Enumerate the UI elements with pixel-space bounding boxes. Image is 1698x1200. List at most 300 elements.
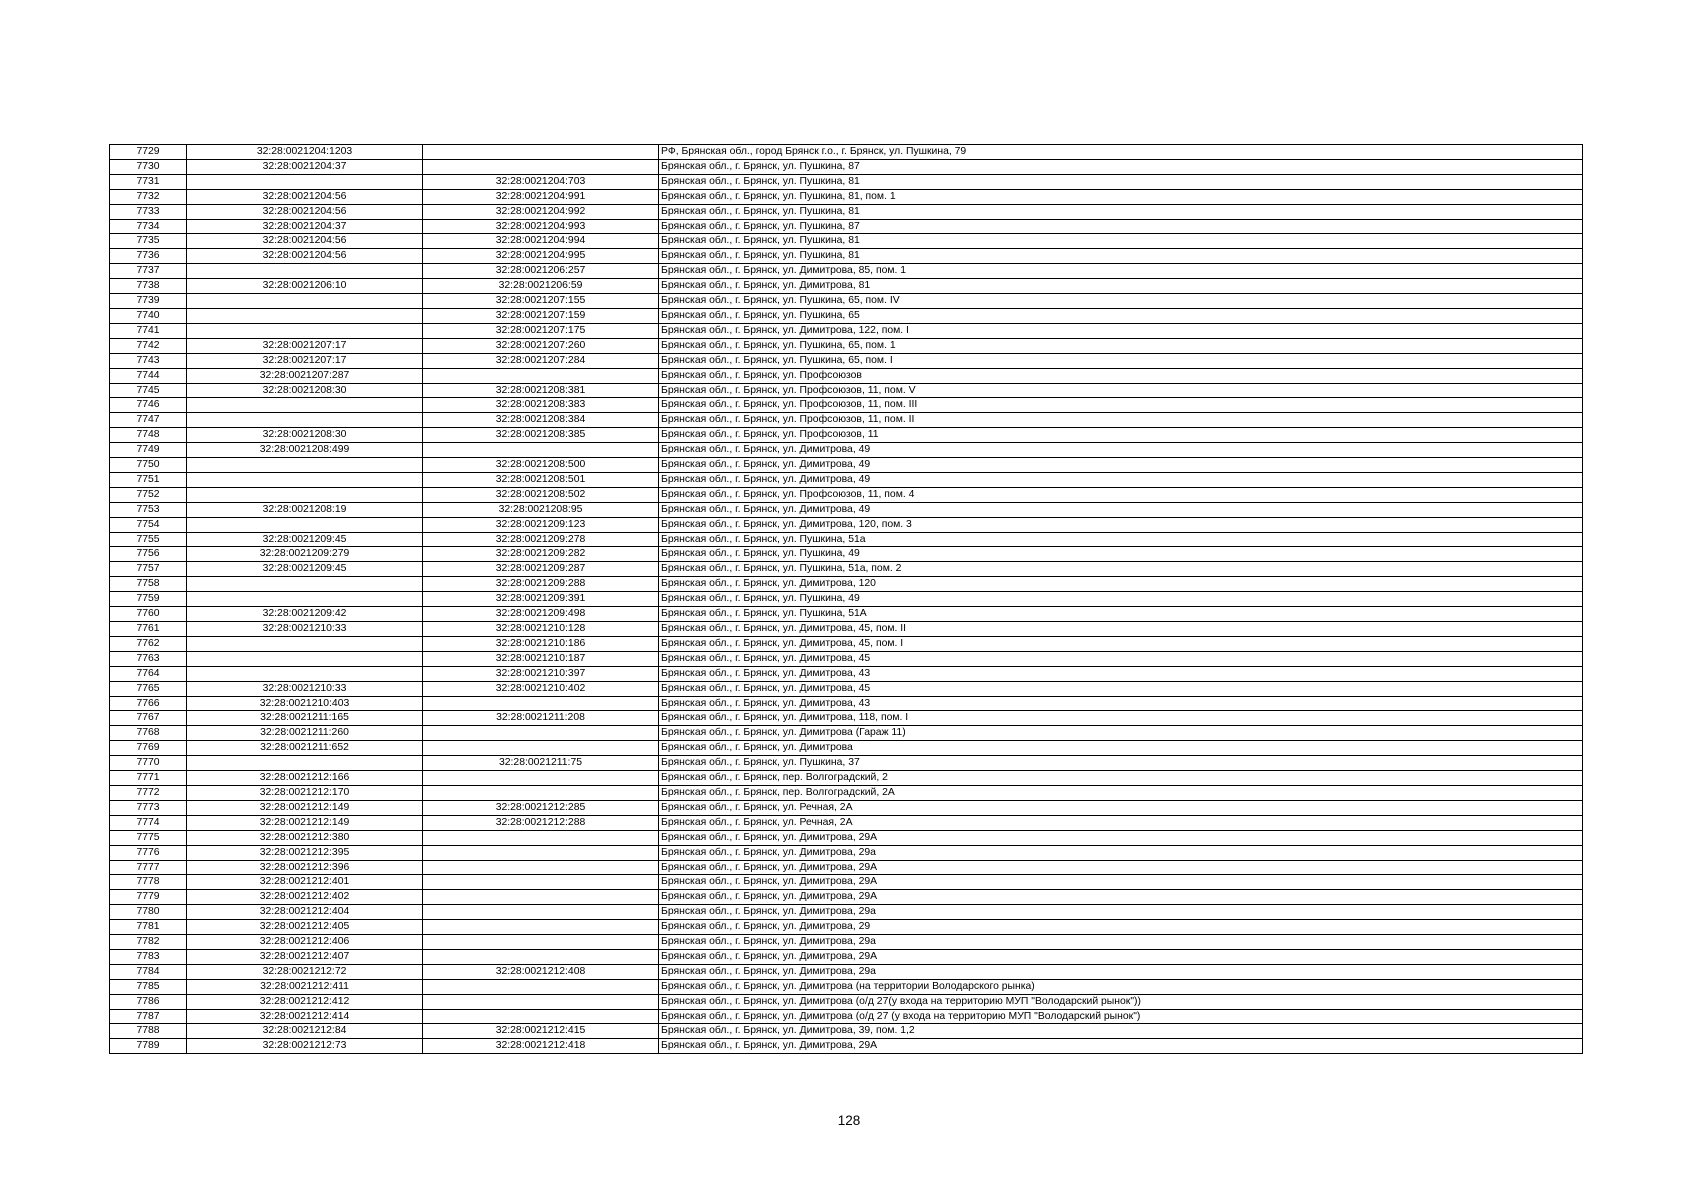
address-cell: Брянская обл., г. Брянск, ул. Пушкина, 51а, пом. 2 — [659, 562, 1583, 577]
cadastral-number-object-cell: 32:28:0021206:59 — [423, 279, 659, 294]
row-number-cell: 7764 — [110, 666, 187, 681]
table-row — [110, 323, 1583, 338]
table-row — [110, 1024, 1583, 1039]
row-number-cell: 7753 — [110, 502, 187, 517]
row-number-cell: 7757 — [110, 562, 187, 577]
cadastral-number-cell: 32:28:0021208:499 — [187, 443, 423, 458]
table-row — [110, 294, 1583, 309]
cadastral-number-cell: 32:28:0021212:396 — [187, 860, 423, 875]
cadastral-number-cell — [187, 487, 423, 502]
cadastral-number-object-cell — [423, 771, 659, 786]
address-cell: Брянская обл., г. Брянск, ул. Пушкина, 65, пом. 1 — [659, 338, 1583, 353]
cadastral-number-object-cell: 32:28:0021208:501 — [423, 472, 659, 487]
cadastral-number-object-cell — [423, 890, 659, 905]
row-number-cell: 7751 — [110, 472, 187, 487]
table-row — [110, 875, 1583, 890]
cadastral-number-object-cell: 32:28:0021206:257 — [423, 264, 659, 279]
address-cell: Брянская обл., г. Брянск, ул. Димитрова, 29А — [659, 890, 1583, 905]
address-cell: Брянская обл., г. Брянск, ул. Димитрова, 81 — [659, 279, 1583, 294]
cadastral-number-object-cell: 32:28:0021204:993 — [423, 219, 659, 234]
cadastral-number-object-cell: 32:28:0021212:288 — [423, 815, 659, 830]
table-row — [110, 443, 1583, 458]
address-cell: Брянская обл., г. Брянск, ул. Димитрова (Гараж 11) — [659, 726, 1583, 741]
address-cell: Брянская обл., г. Брянск, ул. Димитрова, 85, пом. 1 — [659, 264, 1583, 279]
cadastral-number-cell: 32:28:0021210:33 — [187, 622, 423, 637]
address-cell: Брянская обл., г. Брянск, ул. Пушкина, 49 — [659, 547, 1583, 562]
cadastral-number-cell — [187, 413, 423, 428]
cadastral-number-cell — [187, 264, 423, 279]
row-number-cell: 7787 — [110, 1009, 187, 1024]
cadastral-number-object-cell: 32:28:0021204:991 — [423, 189, 659, 204]
cadastral-number-cell: 32:28:0021207:17 — [187, 338, 423, 353]
address-cell: Брянская обл., г. Брянск, ул. Пушкина, 51а — [659, 532, 1583, 547]
address-cell: Брянская обл., г. Брянск, ул. Пушкина, 51А — [659, 607, 1583, 622]
cadastral-number-object-cell: 32:28:0021210:402 — [423, 681, 659, 696]
cadastral-number-object-cell — [423, 741, 659, 756]
cadastral-number-cell: 32:28:0021204:1203 — [187, 145, 423, 160]
row-number-cell: 7785 — [110, 979, 187, 994]
cadastral-number-cell — [187, 666, 423, 681]
address-cell: Брянская обл., г. Брянск, ул. Димитрова, 29А — [659, 860, 1583, 875]
table-row — [110, 145, 1583, 160]
row-number-cell: 7729 — [110, 145, 187, 160]
table-row — [110, 979, 1583, 994]
address-cell: Брянская обл., г. Брянск, ул. Димитрова — [659, 741, 1583, 756]
cadastral-number-cell: 32:28:0021212:380 — [187, 830, 423, 845]
cadastral-number-cell: 32:28:0021212:405 — [187, 920, 423, 935]
address-cell: Брянская обл., г. Брянск, пер. Волгоградский, 2А — [659, 785, 1583, 800]
address-cell: Брянская обл., г. Брянск, ул. Димитрова, 29А — [659, 830, 1583, 845]
table-row — [110, 905, 1583, 920]
cadastral-number-cell — [187, 174, 423, 189]
cadastral-number-cell: 32:28:0021211:165 — [187, 711, 423, 726]
cadastral-number-cell: 32:28:0021204:37 — [187, 219, 423, 234]
cadastral-number-cell — [187, 398, 423, 413]
table-row — [110, 651, 1583, 666]
table-row — [110, 1009, 1583, 1024]
table-row — [110, 428, 1583, 443]
row-number-cell: 7730 — [110, 159, 187, 174]
cadastral-number-object-cell: 32:28:0021207:159 — [423, 308, 659, 323]
table-row — [110, 636, 1583, 651]
cadastral-number-cell — [187, 458, 423, 473]
cadastral-number-cell: 32:28:0021212:406 — [187, 935, 423, 950]
cadastral-number-object-cell: 32:28:0021212:418 — [423, 1039, 659, 1054]
table-row — [110, 711, 1583, 726]
row-number-cell: 7789 — [110, 1039, 187, 1054]
address-cell: Брянская обл., г. Брянск, ул. Профсоюзов, 11, пом. II — [659, 413, 1583, 428]
cadastral-number-cell: 32:28:0021212:73 — [187, 1039, 423, 1054]
address-cell: Брянская обл., г. Брянск, ул. Пушкина, 65 — [659, 308, 1583, 323]
cadastral-number-object-cell: 32:28:0021209:498 — [423, 607, 659, 622]
table-row — [110, 696, 1583, 711]
table-row — [110, 338, 1583, 353]
row-number-cell: 7733 — [110, 204, 187, 219]
cadastral-number-cell: 32:28:0021204:56 — [187, 234, 423, 249]
cadastral-number-object-cell — [423, 726, 659, 741]
table-row — [110, 800, 1583, 815]
cadastral-number-cell: 32:28:0021212:84 — [187, 1024, 423, 1039]
cadastral-number-cell: 32:28:0021209:45 — [187, 562, 423, 577]
address-cell: Брянская обл., г. Брянск, пер. Волгоградский, 2 — [659, 771, 1583, 786]
table-row — [110, 174, 1583, 189]
address-cell: Брянская обл., г. Брянск, ул. Димитрова, 43 — [659, 666, 1583, 681]
row-number-cell: 7769 — [110, 741, 187, 756]
cadastral-number-cell: 32:28:0021204:56 — [187, 189, 423, 204]
cadastral-number-object-cell: 32:28:0021209:282 — [423, 547, 659, 562]
table-row — [110, 159, 1583, 174]
cadastral-number-object-cell: 32:28:0021210:187 — [423, 651, 659, 666]
table-row — [110, 935, 1583, 950]
address-cell: Брянская обл., г. Брянск, ул. Димитрова, 120 — [659, 577, 1583, 592]
row-number-cell: 7786 — [110, 994, 187, 1009]
table-row — [110, 279, 1583, 294]
address-cell: Брянская обл., г. Брянск, ул. Димитрова, 39, пом. 1,2 — [659, 1024, 1583, 1039]
address-cell: Брянская обл., г. Брянск, ул. Димитрова, 29А — [659, 875, 1583, 890]
cadastral-number-object-cell: 32:28:0021209:391 — [423, 592, 659, 607]
cadastral-number-object-cell: 32:28:0021212:408 — [423, 964, 659, 979]
table-row — [110, 264, 1583, 279]
address-cell: Брянская обл., г. Брянск, ул. Димитрова, 29а — [659, 935, 1583, 950]
address-cell: Брянская обл., г. Брянск, ул. Димитрова, 118, пом. I — [659, 711, 1583, 726]
cadastral-number-object-cell: 32:28:0021210:186 — [423, 636, 659, 651]
address-cell: Брянская обл., г. Брянск, ул. Профсоюзов, 11 — [659, 428, 1583, 443]
row-number-cell: 7773 — [110, 800, 187, 815]
row-number-cell: 7776 — [110, 845, 187, 860]
cadastral-number-object-cell: 32:28:0021208:502 — [423, 487, 659, 502]
table-row — [110, 890, 1583, 905]
address-cell: Брянская обл., г. Брянск, ул. Димитрова, 29 — [659, 920, 1583, 935]
cadastral-number-cell — [187, 294, 423, 309]
cadastral-number-cell: 32:28:0021212:170 — [187, 785, 423, 800]
cadastral-number-cell: 32:28:0021209:279 — [187, 547, 423, 562]
row-number-cell: 7780 — [110, 905, 187, 920]
table-row — [110, 607, 1583, 622]
cadastral-number-object-cell — [423, 443, 659, 458]
row-number-cell: 7781 — [110, 920, 187, 935]
cadastral-number-object-cell: 32:28:0021204:994 — [423, 234, 659, 249]
table-row — [110, 785, 1583, 800]
table-row — [110, 994, 1583, 1009]
table-row — [110, 592, 1583, 607]
cadastral-number-object-cell: 32:28:0021211:208 — [423, 711, 659, 726]
address-cell: Брянская обл., г. Брянск, ул. Димитрова, 49 — [659, 472, 1583, 487]
address-cell: Брянская обл., г. Брянск, ул. Димитрова, 45 — [659, 681, 1583, 696]
cadastral-number-object-cell: 32:28:0021204:703 — [423, 174, 659, 189]
cadastral-number-cell — [187, 636, 423, 651]
row-number-cell: 7766 — [110, 696, 187, 711]
table-row — [110, 413, 1583, 428]
table-row — [110, 666, 1583, 681]
row-number-cell: 7755 — [110, 532, 187, 547]
row-number-cell: 7779 — [110, 890, 187, 905]
cadastral-number-object-cell — [423, 935, 659, 950]
cadastral-number-cell: 32:28:0021212:411 — [187, 979, 423, 994]
cadastral-number-cell: 32:28:0021206:10 — [187, 279, 423, 294]
row-number-cell: 7732 — [110, 189, 187, 204]
address-cell: Брянская обл., г. Брянск, ул. Пушкина, 81 — [659, 204, 1583, 219]
row-number-cell: 7737 — [110, 264, 187, 279]
row-number-cell: 7739 — [110, 294, 187, 309]
row-number-cell: 7761 — [110, 622, 187, 637]
table-row — [110, 532, 1583, 547]
table-row — [110, 368, 1583, 383]
table-row — [110, 815, 1583, 830]
address-cell: Брянская обл., г. Брянск, ул. Профсоюзов, 11, пом. V — [659, 383, 1583, 398]
cadastral-number-object-cell — [423, 368, 659, 383]
cadastral-number-object-cell — [423, 830, 659, 845]
cadastral-number-object-cell — [423, 785, 659, 800]
row-number-cell: 7771 — [110, 771, 187, 786]
address-cell: Брянская обл., г. Брянск, ул. Димитрова, 29а — [659, 845, 1583, 860]
table-row — [110, 189, 1583, 204]
cadastral-number-object-cell: 32:28:0021207:260 — [423, 338, 659, 353]
cadastral-number-object-cell: 32:28:0021208:385 — [423, 428, 659, 443]
cadastral-number-cell — [187, 517, 423, 532]
row-number-cell: 7750 — [110, 458, 187, 473]
table-row — [110, 741, 1583, 756]
address-cell: Брянская обл., г. Брянск, ул. Димитрова, 49 — [659, 502, 1583, 517]
cadastral-number-object-cell — [423, 979, 659, 994]
cadastral-number-cell: 32:28:0021210:33 — [187, 681, 423, 696]
address-cell: РФ, Брянская обл., город Брянск г.о., г. Брянск, ул. Пушкина, 79 — [659, 145, 1583, 160]
row-number-cell: 7778 — [110, 875, 187, 890]
cadastral-number-object-cell: 32:28:0021209:287 — [423, 562, 659, 577]
cadastral-number-cell: 32:28:0021212:149 — [187, 815, 423, 830]
row-number-cell: 7767 — [110, 711, 187, 726]
cadastral-number-object-cell: 32:28:0021207:175 — [423, 323, 659, 338]
table-row — [110, 383, 1583, 398]
cadastral-number-cell: 32:28:0021210:403 — [187, 696, 423, 711]
address-cell: Брянская обл., г. Брянск, ул. Димитрова, 49 — [659, 443, 1583, 458]
cadastral-number-cell — [187, 308, 423, 323]
row-number-cell: 7744 — [110, 368, 187, 383]
address-cell: Брянская обл., г. Брянск, ул. Димитрова (о/д 27(у входа на территорию МУП "Володарский рынок")) — [659, 994, 1583, 1009]
table-row — [110, 1039, 1583, 1054]
row-number-cell: 7754 — [110, 517, 187, 532]
row-number-cell: 7760 — [110, 607, 187, 622]
cadastral-number-cell: 32:28:0021209:42 — [187, 607, 423, 622]
table-body — [110, 145, 1583, 1054]
cadastral-number-cell — [187, 592, 423, 607]
row-number-cell: 7746 — [110, 398, 187, 413]
address-cell: Брянская обл., г. Брянск, ул. Димитрова, 43 — [659, 696, 1583, 711]
cadastral-number-cell: 32:28:0021209:45 — [187, 532, 423, 547]
address-cell: Брянская обл., г. Брянск, ул. Димитрова, 45 — [659, 651, 1583, 666]
table-row — [110, 622, 1583, 637]
row-number-cell: 7774 — [110, 815, 187, 830]
table-row — [110, 577, 1583, 592]
cadastral-number-cell: 32:28:0021212:166 — [187, 771, 423, 786]
address-cell: Брянская обл., г. Брянск, ул. Пушкина, 81 — [659, 249, 1583, 264]
row-number-cell: 7738 — [110, 279, 187, 294]
row-number-cell: 7747 — [110, 413, 187, 428]
cadastral-number-object-cell — [423, 1009, 659, 1024]
cadastral-number-object-cell: 32:28:0021208:381 — [423, 383, 659, 398]
address-cell: Брянская обл., г. Брянск, ул. Пушкина, 81, пом. 1 — [659, 189, 1583, 204]
cadastral-number-cell: 32:28:0021212:395 — [187, 845, 423, 860]
row-number-cell: 7763 — [110, 651, 187, 666]
table-row — [110, 219, 1583, 234]
row-number-cell: 7768 — [110, 726, 187, 741]
table-row — [110, 949, 1583, 964]
row-number-cell: 7743 — [110, 353, 187, 368]
cadastral-number-object-cell: 32:28:0021209:123 — [423, 517, 659, 532]
cadastral-number-cell: 32:28:0021212:407 — [187, 949, 423, 964]
table-row — [110, 398, 1583, 413]
row-number-cell: 7756 — [110, 547, 187, 562]
cadastral-number-cell: 32:28:0021207:287 — [187, 368, 423, 383]
row-number-cell: 7783 — [110, 949, 187, 964]
cadastral-number-object-cell — [423, 696, 659, 711]
cadastral-number-cell: 32:28:0021204:56 — [187, 249, 423, 264]
row-number-cell: 7741 — [110, 323, 187, 338]
cadastral-number-cell — [187, 577, 423, 592]
cadastral-number-object-cell — [423, 875, 659, 890]
cadastral-number-object-cell: 32:28:0021207:284 — [423, 353, 659, 368]
row-number-cell: 7762 — [110, 636, 187, 651]
address-cell: Брянская обл., г. Брянск, ул. Профсоюзов, 11, пом. 4 — [659, 487, 1583, 502]
cadastral-number-object-cell: 32:28:0021210:128 — [423, 622, 659, 637]
row-number-cell: 7775 — [110, 830, 187, 845]
row-number-cell: 7765 — [110, 681, 187, 696]
address-cell: Брянская обл., г. Брянск, ул. Димитрова (на территории Володарского рынка) — [659, 979, 1583, 994]
cadastral-number-cell: 32:28:0021212:72 — [187, 964, 423, 979]
address-cell: Брянская обл., г. Брянск, ул. Профсоюзов, 11, пом. III — [659, 398, 1583, 413]
table-row — [110, 353, 1583, 368]
cadastral-number-cell: 32:28:0021212:404 — [187, 905, 423, 920]
table-row — [110, 830, 1583, 845]
cadastral-number-object-cell: 32:28:0021208:95 — [423, 502, 659, 517]
address-cell: Брянская обл., г. Брянск, ул. Пушкина, 65, пом. IV — [659, 294, 1583, 309]
address-cell: Брянская обл., г. Брянск, ул. Пушкина, 87 — [659, 159, 1583, 174]
cadastral-table — [109, 144, 1583, 1054]
cadastral-number-object-cell — [423, 905, 659, 920]
row-number-cell: 7759 — [110, 592, 187, 607]
row-number-cell: 7734 — [110, 219, 187, 234]
cadastral-number-cell: 32:28:0021208:30 — [187, 383, 423, 398]
table-row — [110, 204, 1583, 219]
cadastral-number-object-cell — [423, 145, 659, 160]
address-cell: Брянская обл., г. Брянск, ул. Димитрова, 29а — [659, 964, 1583, 979]
cadastral-number-cell — [187, 651, 423, 666]
table-row — [110, 845, 1583, 860]
cadastral-number-cell: 32:28:0021211:260 — [187, 726, 423, 741]
table-row — [110, 860, 1583, 875]
cadastral-number-cell — [187, 323, 423, 338]
row-number-cell: 7748 — [110, 428, 187, 443]
row-number-cell: 7784 — [110, 964, 187, 979]
cadastral-number-cell — [187, 472, 423, 487]
address-cell: Брянская обл., г. Брянск, ул. Димитрова, 122, пом. I — [659, 323, 1583, 338]
address-cell: Брянская обл., г. Брянск, ул. Димитрова, 45, пом. I — [659, 636, 1583, 651]
cadastral-number-cell: 32:28:0021212:402 — [187, 890, 423, 905]
cadastral-number-object-cell: 32:28:0021208:384 — [423, 413, 659, 428]
table-row — [110, 234, 1583, 249]
address-cell: Брянская обл., г. Брянск, ул. Пушкина, 81 — [659, 234, 1583, 249]
table-row — [110, 249, 1583, 264]
address-cell: Брянская обл., г. Брянск, ул. Профсоюзов — [659, 368, 1583, 383]
address-cell: Брянская обл., г. Брянск, ул. Димитрова, 45, пом. II — [659, 622, 1583, 637]
address-cell: Брянская обл., г. Брянск, ул. Речная, 2А — [659, 815, 1583, 830]
cadastral-number-cell: 32:28:0021212:414 — [187, 1009, 423, 1024]
cadastral-number-object-cell: 32:28:0021208:383 — [423, 398, 659, 413]
table-row — [110, 472, 1583, 487]
row-number-cell: 7740 — [110, 308, 187, 323]
row-number-cell: 7742 — [110, 338, 187, 353]
row-number-cell: 7777 — [110, 860, 187, 875]
cadastral-number-object-cell — [423, 994, 659, 1009]
cadastral-number-cell: 32:28:0021204:56 — [187, 204, 423, 219]
row-number-cell: 7772 — [110, 785, 187, 800]
cadastral-number-cell: 32:28:0021211:652 — [187, 741, 423, 756]
table-row — [110, 547, 1583, 562]
cadastral-number-object-cell — [423, 159, 659, 174]
row-number-cell: 7749 — [110, 443, 187, 458]
cadastral-number-object-cell — [423, 860, 659, 875]
table-row — [110, 920, 1583, 935]
row-number-cell: 7788 — [110, 1024, 187, 1039]
cadastral-number-object-cell: 32:28:0021208:500 — [423, 458, 659, 473]
address-cell: Брянская обл., г. Брянск, ул. Пушкина, 65, пом. I — [659, 353, 1583, 368]
cadastral-number-object-cell — [423, 920, 659, 935]
cadastral-number-object-cell: 32:28:0021204:995 — [423, 249, 659, 264]
cadastral-number-object-cell: 32:28:0021204:992 — [423, 204, 659, 219]
table-row — [110, 487, 1583, 502]
row-number-cell: 7782 — [110, 935, 187, 950]
cadastral-number-object-cell: 32:28:0021211:75 — [423, 756, 659, 771]
address-cell: Брянская обл., г. Брянск, ул. Димитрова, 49 — [659, 458, 1583, 473]
address-cell: Брянская обл., г. Брянск, ул. Димитрова, 29а — [659, 905, 1583, 920]
row-number-cell: 7770 — [110, 756, 187, 771]
row-number-cell: 7752 — [110, 487, 187, 502]
table-row — [110, 964, 1583, 979]
cadastral-number-object-cell: 32:28:0021209:288 — [423, 577, 659, 592]
address-cell: Брянская обл., г. Брянск, ул. Пушкина, 81 — [659, 174, 1583, 189]
row-number-cell: 7736 — [110, 249, 187, 264]
cadastral-number-object-cell — [423, 949, 659, 964]
row-number-cell: 7735 — [110, 234, 187, 249]
cadastral-number-object-cell: 32:28:0021209:278 — [423, 532, 659, 547]
cadastral-number-cell: 32:28:0021204:37 — [187, 159, 423, 174]
cadastral-number-cell: 32:28:0021208:19 — [187, 502, 423, 517]
table-row — [110, 681, 1583, 696]
address-cell: Брянская обл., г. Брянск, ул. Речная, 2А — [659, 800, 1583, 815]
address-cell: Брянская обл., г. Брянск, ул. Димитрова (о/д 27 (у входа на территорию МУП "Володарский рынок") — [659, 1009, 1583, 1024]
table-row — [110, 771, 1583, 786]
cadastral-number-cell: 32:28:0021212:149 — [187, 800, 423, 815]
cadastral-number-cell: 32:28:0021212:412 — [187, 994, 423, 1009]
table-row — [110, 458, 1583, 473]
cadastral-number-cell — [187, 756, 423, 771]
cadastral-number-object-cell: 32:28:0021212:285 — [423, 800, 659, 815]
table-row — [110, 517, 1583, 532]
address-cell: Брянская обл., г. Брянск, ул. Димитрова, 120, пом. 3 — [659, 517, 1583, 532]
cadastral-number-object-cell: 32:28:0021212:415 — [423, 1024, 659, 1039]
table-row — [110, 726, 1583, 741]
address-cell: Брянская обл., г. Брянск, ул. Пушкина, 49 — [659, 592, 1583, 607]
cadastral-number-cell: 32:28:0021212:401 — [187, 875, 423, 890]
cadastral-number-object-cell: 32:28:0021207:155 — [423, 294, 659, 309]
address-cell: Брянская обл., г. Брянск, ул. Димитрова, 29А — [659, 949, 1583, 964]
cadastral-number-cell: 32:28:0021207:17 — [187, 353, 423, 368]
cadastral-number-cell: 32:28:0021208:30 — [187, 428, 423, 443]
page-number: 128 — [837, 1113, 861, 1128]
table-row — [110, 756, 1583, 771]
address-cell: Брянская обл., г. Брянск, ул. Пушкина, 87 — [659, 219, 1583, 234]
table-row — [110, 308, 1583, 323]
row-number-cell: 7758 — [110, 577, 187, 592]
